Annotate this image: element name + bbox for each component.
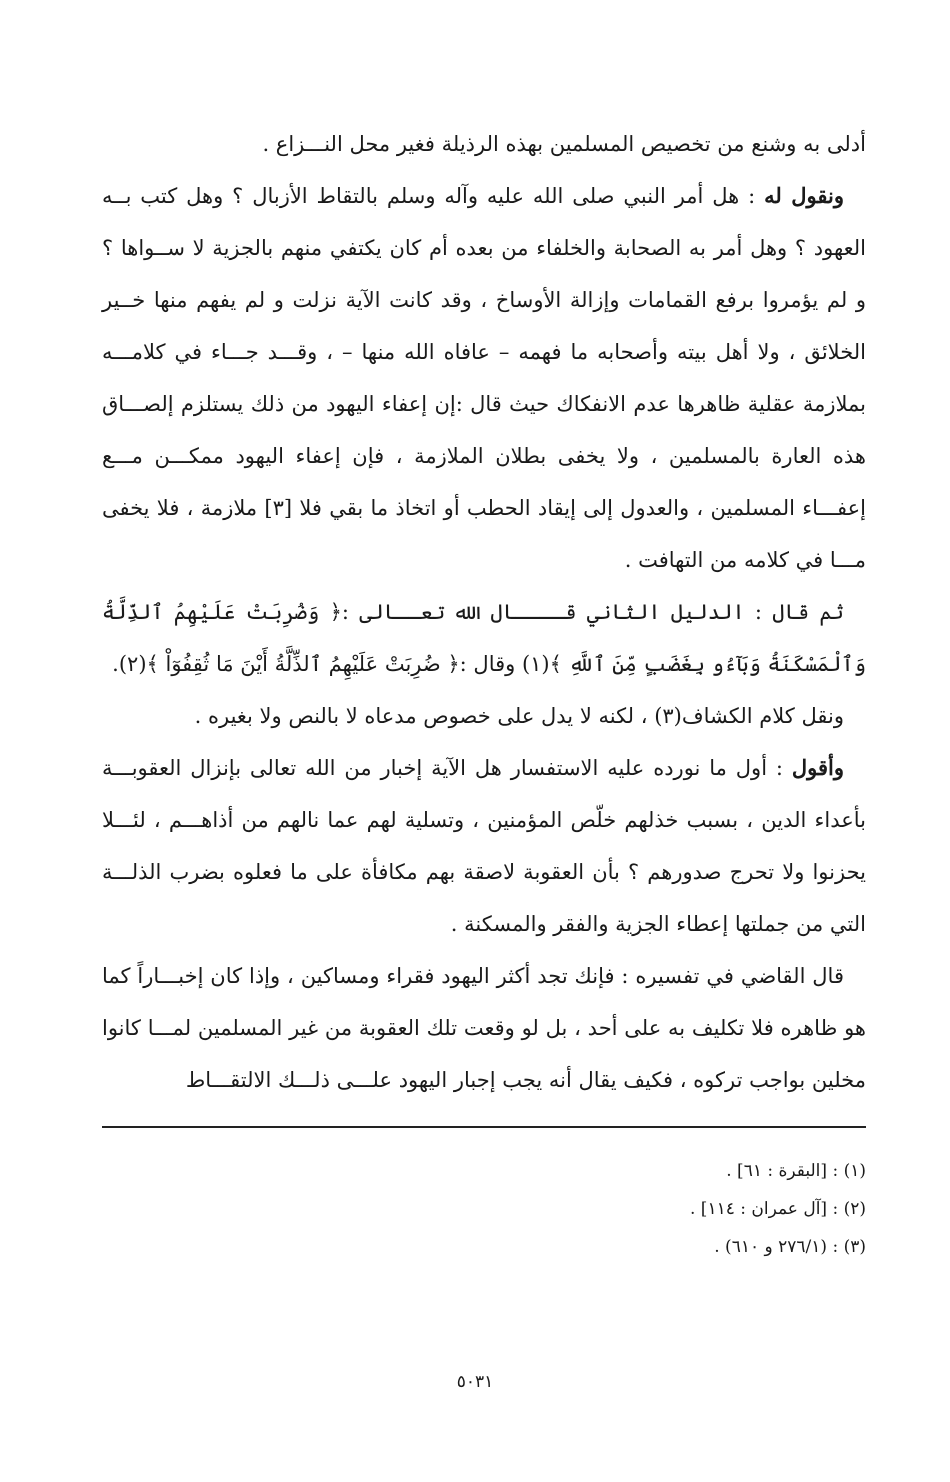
paragraph-2-lead: ونقول له	[764, 183, 845, 208]
paragraph-2-text: : هل أمر النبي صلى الله عليه وآله وسلم بالتقاط الأزبال ؟ وهل كتب بــه العهود ؟ وهل أمر به الصحابة والخلفاء من بعده أم كان يكتفي منهم بالجزية لا ســواها ؟ و لم يؤمروا برفع القمامات وإزالة الأوساخ ، وقد كانت الآية نزلت و لم يفهم منها خــير الخلائق ، ولا أهل بيته وأصحابه ما فهمه – عافاه الله منها – ، وقـــد جـــاء في كلامـــه بملازمة عقلية ظاهرها عدم الانفكاك حيث قال :إن إعفاء اليهود من ذلك يستلزم إلصـــاق هذه العارة بالمسلمين ، ولا يخفى بطلان الملازمة ، فإن إعفاء اليهود ممكـــن مـــع إعفـــاء المسلمين ، والعدول إلى إيقاد الحطب أو اتخاذ ما بقي فلا [٣] ملازمة ، فلا يخفى مـــا في كلامه من التهافت .	[102, 184, 866, 572]
paragraph-6	[102, 950, 866, 1106]
main-text	[102, 118, 866, 1106]
paragraph-4	[102, 690, 866, 742]
footnote-2: (٢) : [آل عمران : ١١٤] .	[689, 1199, 866, 1219]
paragraph-6-text: قال القاضي في تفسيره : فإنك تجد أكثر اليهود فقراء ومساكين ، وإذا كان إخبـــاراً كما هو ظاهره فلا تكليف به على أحد ، بل لو وقعت تلك العقوبة من غير المسلمين لمـــا كانوا مخلين بواجب تركوه ، فكيف يقال أنه يجب إجبار اليهود علـــى ذلـــك الالتقـــاط	[102, 964, 866, 1092]
footnote-3: (٣) : (٢٧٦/١ و ٦١٠) .	[714, 1237, 866, 1257]
footnote-divider	[102, 1126, 866, 1128]
footnote-1: (١) : [البقرة : ٦١] .	[726, 1161, 866, 1181]
paragraph-3	[102, 586, 866, 690]
page-number: ٥٠٣١	[456, 1372, 494, 1392]
paragraph-2	[102, 170, 866, 586]
paragraph-5-text: : أول ما نورده عليه الاستفسار هل الآية إخبار من الله تعالى بإنزال العقوبـــة بأعداء الدين ، بسبب خذلهم خلّص المؤمنين ، وتسلية لهم عما نالهم من أذاهـــم ، لئـــلا يحزنوا ولا تحرج صدورهم ؟ بأن العقوبة لاصقة بهم مكافأة على ما فعلوه بضرب الذلـــة التي من جملتها إعطاء الجزية والفقر والمسكنة .	[102, 756, 866, 936]
paragraph-1-text: أدلى به وشنع من تخصيص المسلمين بهذه الرذيلة فغير محل النـــزاع .	[262, 132, 866, 156]
paragraph-4-text: ونقل كلام الكشاف(٣) ، لكنه لا يدل على خصوص مدعاه لا بالنص ولا بغيره .	[194, 704, 844, 728]
paragraph-5-lead: وأقول	[791, 755, 844, 780]
paragraph-3-text: ثم قال : الدليل الثاني قــــال الله تعــالى :﴿ وَضُرِبَتْ عَلَيْهِمُ ٱلذِّلَّةُ وَٱلْمَسْكَنَةُ وَبَآءُو بِغَضَبٍ مِّنَ ٱللَّهِ ﴾(١) وقال :﴿ ضُرِبَتْ عَلَيْهِمُ ٱلذِّلَّةُ أَيْنَ مَا ثُقِفُوٓاْ ﴾(٢).	[102, 600, 866, 676]
paragraph-1	[102, 118, 866, 170]
paragraph-5	[102, 742, 866, 950]
footnotes	[102, 1152, 866, 1266]
